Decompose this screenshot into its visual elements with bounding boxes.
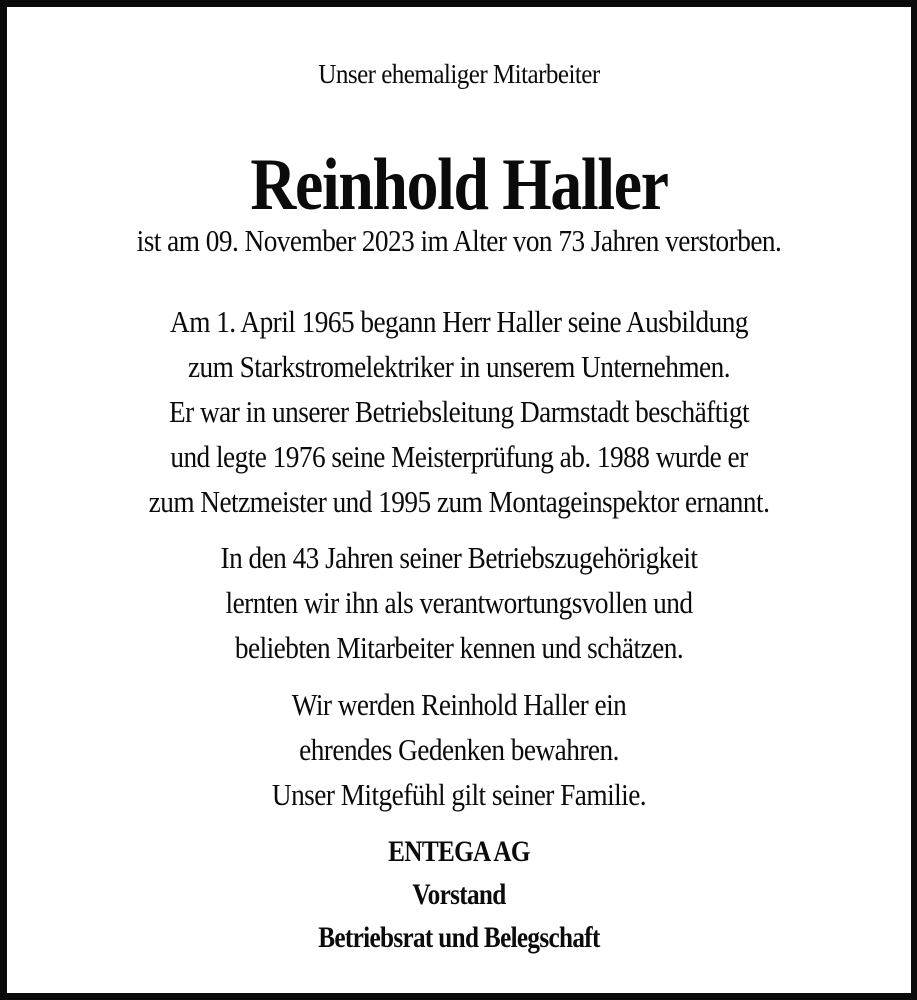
- remembrance-line: Unser Mitgefühl gilt seiner Familie.: [271, 777, 647, 812]
- tribute-line: beliebten Mitarbeiter kennen und schätzen.: [234, 630, 684, 665]
- signature-board: Vorstand: [412, 878, 506, 911]
- deceased-name: Reinhold Haller: [250, 144, 668, 226]
- tribute-paragraph: [7, 535, 911, 670]
- tribute-line: In den 43 Jahren seiner Betriebszugehörigkeit: [220, 540, 698, 575]
- remembrance-paragraph: [7, 682, 911, 817]
- career-line: zum Starkstromelektriker in unserem Unternehmen.: [187, 349, 731, 384]
- death-notice-line: ist am 09. November 2023 im Alter von 73 Jahren verstorben.: [136, 223, 782, 258]
- signature-staff: Betriebsrat und Belegschaft: [318, 921, 600, 954]
- tribute-line: lernten wir ihn als verantwortungsvollen und: [225, 585, 693, 620]
- career-line: Am 1. April 1965 begann Herr Haller seine Ausbildung: [170, 304, 748, 339]
- remembrance-line: ehrendes Gedenken bewahren.: [299, 732, 619, 767]
- signature-block: [7, 830, 911, 959]
- career-paragraph: [7, 299, 911, 524]
- obituary-content: [7, 7, 911, 993]
- intro-line: Unser ehemaliger Mitarbeiter: [318, 59, 600, 89]
- career-line: Er war in unserer Betriebsleitung Darmstadt beschäftigt: [168, 394, 750, 429]
- career-line: und legte 1976 seine Meisterprüfung ab. 1988 wurde er: [170, 439, 748, 474]
- signature-company: ENTEGA AG: [388, 835, 530, 868]
- career-line: zum Netzmeister und 1995 zum Montageinspektor ernannt.: [148, 484, 770, 519]
- remembrance-line: Wir werden Reinhold Haller ein: [291, 687, 627, 722]
